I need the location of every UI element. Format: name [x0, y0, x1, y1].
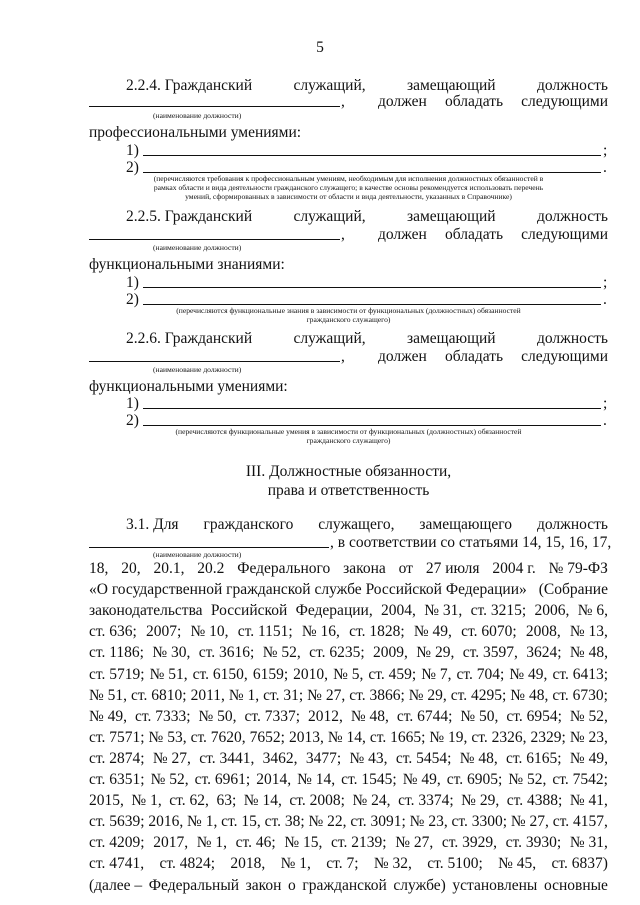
sec225-row1: 2.2.5. Гражданский служащий, замещающий должность — [126, 208, 608, 225]
body-line: № 49, ст. 7333; № 50, ст. 7337; 2012, № 48, ст. 6744; № 50, ст. 6954; № 52, — [89, 707, 608, 725]
item-number: 2) — [126, 159, 139, 176]
sec224-row2: должен обладать следующими — [378, 93, 608, 110]
body-line: ст. 7571; № 53, ст. 7620, 7652; 2013, № 14, ст. 1665; № 19, ст. 2326, 2329; № 23, — [89, 728, 608, 746]
item-number: 2) — [126, 412, 139, 429]
sec225-row2: должен обладать следующими — [378, 226, 608, 243]
note-line: (перечисляются функциональные умения в зависимости от функциональных (должностных) обязанностей — [175, 427, 522, 436]
item-blank[interactable] — [143, 287, 601, 288]
item-blank[interactable] — [143, 408, 601, 409]
body-line: 18, 20, 20.1, 20.2 Федерального закона от 27 июля 2004 г. № 79-ФЗ — [89, 560, 608, 577]
body-line: ст. 4209; 2017, № 1, ст. 46; № 15, ст. 2139; № 27, ст. 3929, ст. 3930; № 31, — [89, 834, 608, 852]
body-line: «О государственной гражданской службе Российской Федерации» (Собрание — [89, 581, 608, 599]
sec226-row1: 2.2.6. Гражданский служащий, замещающий должность — [126, 330, 608, 347]
body-line: 2015, № 1, ст. 62, 63; № 14, ст. 2008; № 24, ст. 3374; № 29, ст. 4388; № 41, — [89, 792, 608, 810]
chapter-title-line1: III. Должностные обязанности, — [245, 463, 452, 480]
item-number: 1) — [126, 274, 139, 291]
para31-row2: , в соответствии со статьями 14, 15, 16, 17, — [330, 534, 612, 551]
section-heading: профессиональными умениями: — [89, 124, 302, 141]
body-line: ст. 1186; № 30, ст. 3616; № 52, ст. 6235; 2009, № 29, ст. 3597, 3624; № 48, — [89, 644, 608, 662]
position-blank[interactable] — [89, 361, 340, 362]
body-line: ст. 636; 2007; № 10, ст. 1151; № 16, ст. 1828; № 49, ст. 6070; 2008, № 13, — [89, 623, 608, 641]
position-caption: (наименование должности) — [153, 111, 242, 120]
item-number: 1) — [126, 395, 139, 412]
item-blank[interactable] — [143, 155, 601, 156]
position-blank[interactable] — [89, 239, 340, 240]
position-caption: (наименование должности) — [153, 243, 242, 252]
sec224-row1: 2.2.4. Гражданский служащий, замещающий должность — [126, 77, 608, 94]
note-line: (перечисляются функциональные знания в зависимости от функциональных (должностных) обязанностей — [176, 306, 521, 315]
position-blank[interactable] — [89, 106, 340, 107]
item-blank[interactable] — [143, 304, 601, 305]
section-heading: функциональными умениями: — [89, 378, 288, 395]
note-line: гражданского служащего) — [306, 436, 391, 445]
body-line: законодательства Российской Федерации, 2004, № 31, ст. 3215; 2006, № 6, — [89, 602, 608, 620]
item-blank[interactable] — [143, 425, 601, 426]
body-line: (далее – Федеральный закон о гражданской службе) установлены основные — [89, 876, 608, 894]
item-blank[interactable] — [143, 172, 601, 173]
body-line: ст. 4741, ст. 4824; 2018, № 1, ст. 7; № 32, ст. 5100; № 45, ст. 6837) — [89, 855, 608, 873]
section-heading: функциональными знаниями: — [89, 256, 285, 273]
body-line: ст. 5639; 2016, № 1, ст. 15, ст. 38; № 22, ст. 3091; № 23, ст. 3300; № 27, ст. 4157, — [89, 813, 608, 831]
page-number: 5 — [316, 39, 324, 56]
item-number: 1) — [126, 142, 139, 159]
position-caption: (наименование должности) — [153, 550, 242, 559]
note-line: гражданского служащего) — [306, 315, 391, 324]
note-line: рамках области и вида деятельности гражданского служащего; в качестве основы рекомендуется использовать перечень — [153, 183, 544, 192]
item-number: 2) — [126, 291, 139, 308]
note-line: (перечисляются требования к профессиональным умениям, необходимым для исполнения должностных обязанностей в — [153, 174, 544, 183]
body-line: № 51, ст. 6810; 2011, № 1, ст. 31; № 27, ст. 3866; № 29, ст. 4295; № 48, ст. 6730; — [89, 686, 608, 704]
body-line: ст. 6351; № 52, ст. 6961; 2014, № 14, ст. 1545; № 49, ст. 6905; № 52, ст. 7542; — [89, 771, 608, 788]
body-line: ст. 5719; № 51, ст. 6150, 6159; 2010, № 5, ст. 459; № 7, ст. 704; № 49, ст. 6413; — [89, 665, 608, 683]
sec226-row2: должен обладать следующими — [378, 348, 608, 365]
body-line: ст. 2874; № 27, ст. 3441, 3462, 3477; № 43, ст. 5454; № 48, ст. 6165; № 49, — [89, 749, 608, 767]
position-caption: (наименование должности) — [153, 365, 242, 374]
position-blank[interactable] — [89, 547, 329, 548]
note-line: умений, сформированных в зависимости от области и вида деятельности, указанных в Справочнике) — [185, 192, 512, 201]
chapter-title-line2: права и ответственность — [267, 482, 430, 499]
para31-row1: 3.1. Для гражданского служащего, замещающего должность — [126, 516, 608, 533]
